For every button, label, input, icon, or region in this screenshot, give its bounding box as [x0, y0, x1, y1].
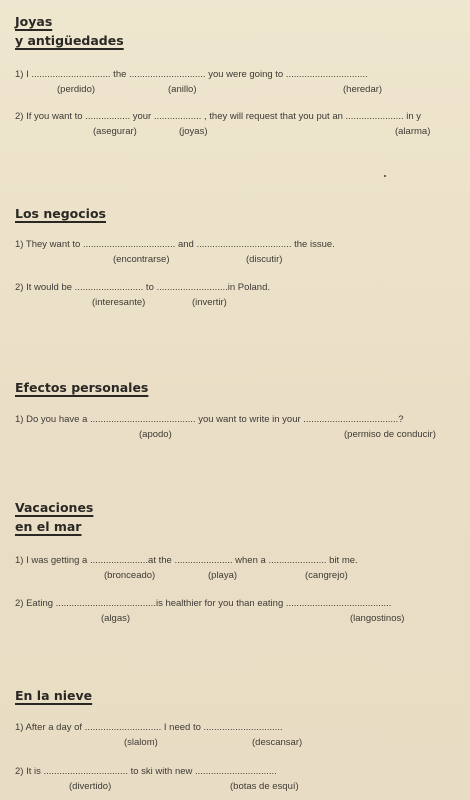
section-heading-vacaciones [15, 500, 93, 538]
word-hint: (botas de esquí) [230, 781, 299, 792]
section-heading-efectos [15, 380, 148, 399]
word-hint: (interesante) [92, 297, 146, 308]
word-hint: (cangrejo) [305, 570, 348, 581]
exercise-sentence: 1) I was getting a ......................at the ...................... when a ...................... bit me. [15, 555, 358, 566]
word-hint: (divertido) [69, 781, 112, 792]
word-hint: (perdido) [57, 84, 96, 95]
word-hint: (encontrarse) [113, 254, 170, 265]
word-hint: (asegurar) [93, 126, 137, 137]
section-heading-negocios [15, 206, 106, 225]
heading-line: Efectos personales [15, 380, 149, 395]
word-hint: (anillo) [168, 84, 197, 95]
word-hint: (algas) [101, 613, 131, 624]
exercise-sentence: 2) It would be .......................... to ...........................in Poland. [15, 282, 271, 293]
exercise-sentence: 1) They want to ................................... and .................................... the issue. [15, 239, 335, 250]
word-hint: (discutir) [246, 254, 283, 265]
section-heading-joyas [15, 14, 124, 52]
exercise-sentence: 1) After a day of ............................. I need to .............................. [15, 722, 283, 733]
heading-line: y antigüedades [15, 33, 124, 48]
word-hint: (invertir) [192, 297, 227, 308]
word-hint: (alarma) [395, 126, 431, 137]
exercise-sentence: 1) Do you have a ........................................ you want to write in your ....................................? [15, 414, 404, 425]
exercise-sentence: 2) If you want to ................. your .................. , they will request that you put an ...................... in y [15, 111, 422, 122]
word-hint: (playa) [208, 570, 238, 581]
exercise-sentence: 2) It is ................................ to ski with new ............................... [15, 766, 277, 777]
heading-line: Joyas [15, 14, 53, 29]
word-hint: (descansar) [252, 737, 303, 748]
heading-line: En la nieve [15, 688, 93, 703]
word-hint: (permiso de conducir) [344, 429, 436, 440]
exercise-sentence: 2) Eating ......................................is healthier for you than eating ........................................ [15, 598, 392, 609]
section-heading-nieve [15, 688, 92, 707]
word-hint: (langostinos) [350, 613, 405, 624]
word-hint: (joyas) [179, 126, 208, 137]
heading-line: en el mar [15, 519, 82, 534]
print-speck [384, 175, 386, 177]
word-hint: (slalom) [124, 737, 158, 748]
word-hint: (bronceado) [104, 570, 156, 581]
heading-line: Vacaciones [15, 500, 94, 515]
word-hint: (heredar) [343, 84, 383, 95]
word-hint: (apodo) [139, 429, 172, 440]
heading-line: Los negocios [15, 206, 106, 221]
exercise-sentence: 1) I .............................. the ............................. you were going to ............................... [15, 69, 368, 80]
